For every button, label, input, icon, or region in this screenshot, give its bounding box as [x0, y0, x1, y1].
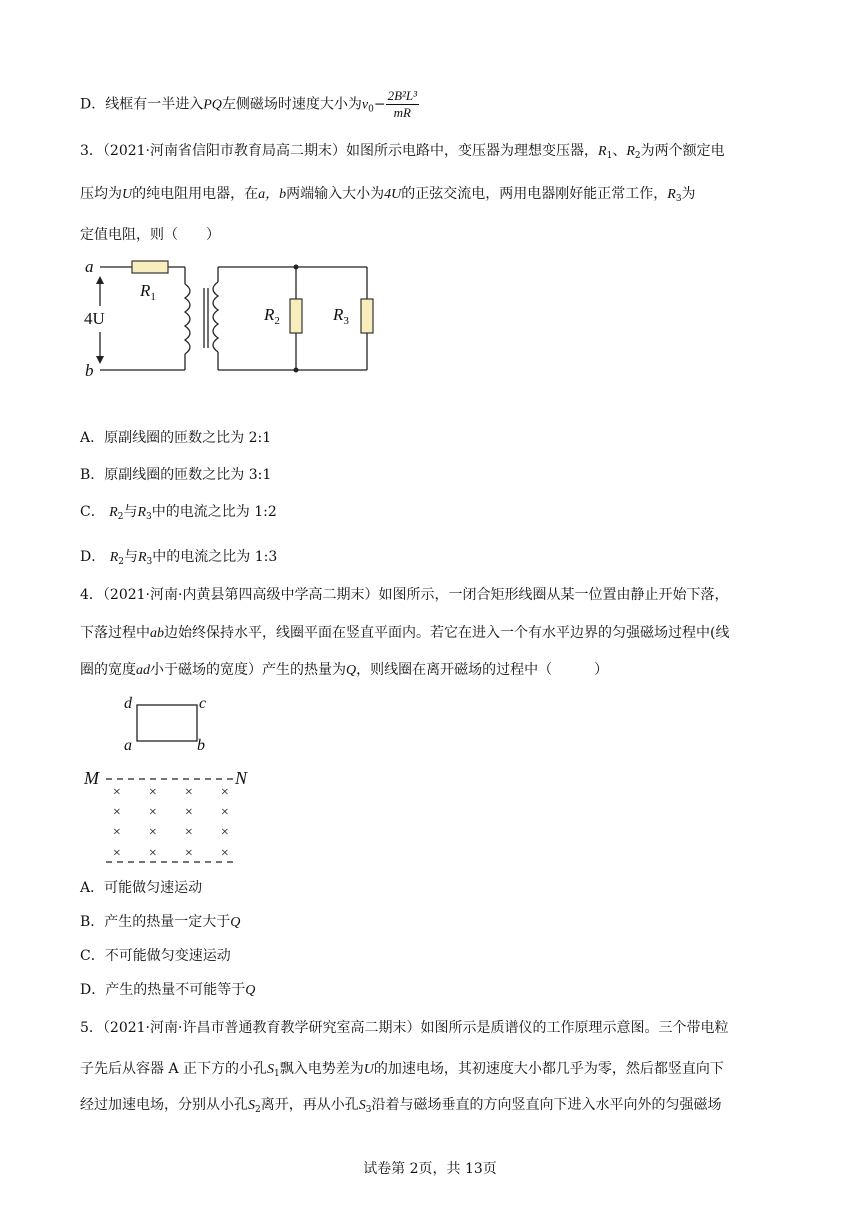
option-label: A． — [80, 430, 105, 446]
subscript: 0 — [368, 104, 374, 115]
option-text: 原副线圈的匝数之比为 3:1 — [104, 467, 272, 483]
question-source: （2021·河南省信阳市教育局高二期末） — [102, 143, 347, 159]
stem-text: 下落过程中 — [80, 625, 150, 641]
variable: PQ — [203, 97, 222, 113]
field-cross-mark: × — [184, 805, 194, 820]
variable-r2: R — [109, 550, 119, 565]
variable-s2: S — [248, 1098, 255, 1113]
q5-stem-line1 — [80, 1018, 728, 1038]
question-source: （2021·河南·内黄县第四高级中学高二期末） — [102, 587, 379, 603]
variable-s3: S — [358, 1098, 366, 1113]
subscript: 3 — [146, 557, 153, 567]
option-text: 原副线圈的匝数之比为 2:1 — [104, 430, 272, 446]
subscript: 3 — [675, 194, 682, 204]
vertex-a-label: a — [124, 737, 132, 754]
fraction — [386, 88, 419, 121]
field-cross-mark: × — [184, 846, 194, 861]
fraction-denominator: mR — [393, 105, 411, 120]
subscript: 3 — [365, 1105, 372, 1115]
question-source: （2021·河南·许昌市普通教育教学研究室高二期末） — [102, 1020, 421, 1036]
stem-text: 为两个额定电 — [640, 143, 725, 159]
stem-text: 离开，再从小孔 — [260, 1097, 359, 1113]
option-label: D． — [80, 96, 106, 113]
stem-text: 如图所示，一闭合矩形线圈从某一位置由静止开始下落， — [378, 587, 729, 603]
boundary-n-label: N — [235, 768, 248, 788]
stem-text: 小于磁场的宽度）产生的热量为 — [150, 662, 346, 678]
vertex-b-label: b — [197, 737, 205, 754]
variable-r2: R — [109, 505, 118, 520]
variable-r3: R — [137, 505, 147, 520]
question-number: 4． — [80, 587, 103, 603]
variable-v0: v — [361, 97, 369, 113]
q4-option-a[interactable] — [80, 878, 202, 899]
q4-stem-line1 — [80, 585, 728, 605]
q5-stem-line2 — [80, 1059, 724, 1084]
option-label: C． — [80, 948, 105, 964]
stem-text: 的纯电阻用电器，在 — [132, 186, 259, 202]
subscript: 2 — [255, 1105, 261, 1115]
stem-text: 边始终保持水平，线圈平面在竖直平面内。若它在进入一个有水平边界的匀强磁场过程中(线 — [164, 625, 730, 641]
variable-ab: ab — [150, 626, 164, 641]
subscript: 1 — [274, 1069, 280, 1079]
stem-text: 圈的宽度 — [80, 662, 136, 678]
stem-text: 子先后从容器 A 正下方的小孔 — [80, 1061, 268, 1077]
field-cross-mark: × — [184, 825, 194, 840]
subscript: 3 — [146, 512, 152, 522]
vertex-d-label: d — [124, 695, 132, 712]
stem-text: 经过加速电场，分别从小孔 — [80, 1097, 248, 1113]
q3-option-a[interactable] — [80, 428, 271, 448]
q3-option-d[interactable] — [80, 547, 277, 572]
option-text: 不可能做匀变速运动 — [104, 948, 231, 964]
subscript: 2 — [118, 557, 124, 567]
option-label: A． — [80, 880, 105, 896]
variable-q: Q — [245, 983, 256, 998]
q3-option-b[interactable] — [80, 465, 271, 485]
q3-stem-line2 — [80, 184, 696, 209]
stem-text: 压均为 — [80, 186, 122, 202]
variable-q: Q — [346, 663, 357, 678]
junction-dot — [294, 368, 299, 373]
page-footer: 试卷第 2页，共 13页 — [363, 1161, 497, 1177]
variable-4u: 4U — [384, 187, 402, 202]
voltage-label: 4U — [84, 309, 105, 328]
q4-option-c[interactable] — [80, 946, 231, 967]
r2-label: $R_2$ — [264, 305, 280, 327]
option-label: D． — [80, 549, 106, 565]
variable-u: U — [122, 187, 133, 202]
option-label: C． — [80, 504, 105, 520]
field-cross-mark: × — [148, 825, 158, 840]
stem-text: 的加速电场，其初速度大小都几乎为零，然后都竖直向下 — [373, 1061, 724, 1077]
q3-stem-line1 — [80, 141, 725, 166]
stem-text: 为 — [681, 186, 696, 202]
stem-text: ，则线圈在离开磁场的过程中（ ） — [356, 662, 609, 678]
option-label: B． — [80, 914, 105, 930]
option-text: 与 — [123, 549, 138, 565]
option-text: 线框有一半进入 — [105, 96, 204, 113]
field-cross-mark: × — [112, 825, 122, 840]
arrow-up-icon — [96, 276, 104, 284]
stem-text: 的正弦交流电，两用电器刚好能正常工作， — [401, 186, 668, 202]
subscript: 2 — [634, 151, 641, 161]
variable-q: Q — [230, 915, 241, 930]
q4-stem-line2 — [80, 623, 729, 644]
subscript: 2 — [117, 512, 124, 522]
field-cross-mark: × — [220, 805, 230, 820]
variable-r2: R — [626, 144, 635, 159]
field-cross-mark: × — [220, 846, 230, 861]
variable-ab: a，b — [258, 187, 287, 202]
field-cross-mark: × — [112, 785, 122, 800]
field-cross-mark: × — [112, 846, 122, 861]
option-text: 左侧磁场时速度大小为 — [221, 96, 362, 113]
field-cross-mark: × — [148, 805, 158, 820]
option-text: 中的电流之比为 1:2 — [151, 504, 277, 520]
stem-text: 两端输入大小为 — [286, 186, 385, 202]
field-cross-mark: × — [112, 805, 122, 820]
resistor-r3 — [361, 299, 373, 333]
option-label: D． — [80, 982, 106, 998]
option-text: 中的电流之比为 1:3 — [152, 549, 278, 565]
variable-r1: R — [598, 144, 607, 159]
vertex-c-label: c — [199, 695, 207, 712]
junction-dot — [294, 265, 299, 270]
separator: 、 — [612, 143, 627, 159]
field-cross-mark: × — [148, 846, 158, 861]
stem-text: 飘入电势差为 — [279, 1061, 364, 1077]
arrow-down-icon — [96, 356, 104, 364]
option-text: 产生的热量不可能等于 — [105, 982, 246, 998]
field-cross-mark: × — [220, 785, 230, 800]
boundary-m-label: M — [84, 768, 99, 788]
variable-s1: S — [267, 1062, 275, 1077]
coil-magnetic-field-figure — [80, 690, 270, 870]
terminal-a-label: a — [85, 257, 94, 276]
stem-text: 如图所示电路中，变压器为理想变压器， — [346, 143, 599, 159]
option-text: 可能做匀速运动 — [104, 880, 203, 896]
field-cross-mark: × — [184, 785, 194, 800]
q4-option-b[interactable] — [80, 912, 240, 933]
q5-stem-line3 — [80, 1095, 721, 1120]
stem-text: 沿着与磁场垂直的方向竖直向下进入水平向外的匀强磁场 — [371, 1097, 722, 1113]
q4-option-d[interactable] — [80, 980, 255, 1001]
field-cross-mark: × — [220, 825, 230, 840]
transformer-circuit-figure — [80, 252, 380, 384]
variable-u: U — [363, 1062, 374, 1077]
stem-text: 定值电阻，则（ ） — [80, 227, 220, 243]
question-number: 3． — [80, 143, 103, 159]
minus-sign: − — [373, 96, 386, 113]
variable-r3: R — [137, 550, 147, 565]
r1-label: $R_1$ — [140, 281, 156, 303]
subscript: 1 — [606, 151, 613, 161]
option-label: B． — [80, 467, 105, 483]
resistor-r1 — [132, 261, 168, 273]
terminal-b-label: b — [85, 361, 94, 380]
question-number: 5． — [80, 1020, 103, 1036]
q3-stem-line3 — [80, 225, 220, 245]
fraction-numerator: 2B²L³ — [387, 88, 418, 103]
q4-stem-line3 — [80, 660, 608, 681]
variable-r3: R — [667, 187, 676, 202]
resistor-r2 — [290, 299, 302, 333]
option-text: 产生的热量一定大于 — [104, 914, 231, 930]
q3-option-c[interactable] — [80, 502, 277, 527]
q2-option-d — [80, 88, 419, 121]
option-text: 与 — [123, 504, 138, 520]
field-cross-mark: × — [148, 785, 158, 800]
r3-label: $R_3$ — [333, 305, 349, 327]
rectangular-coil — [137, 705, 197, 741]
variable-ad: ad — [136, 663, 150, 678]
stem-text: 如图所示是质谱仪的工作原理示意图。三个带电粒 — [420, 1020, 729, 1036]
